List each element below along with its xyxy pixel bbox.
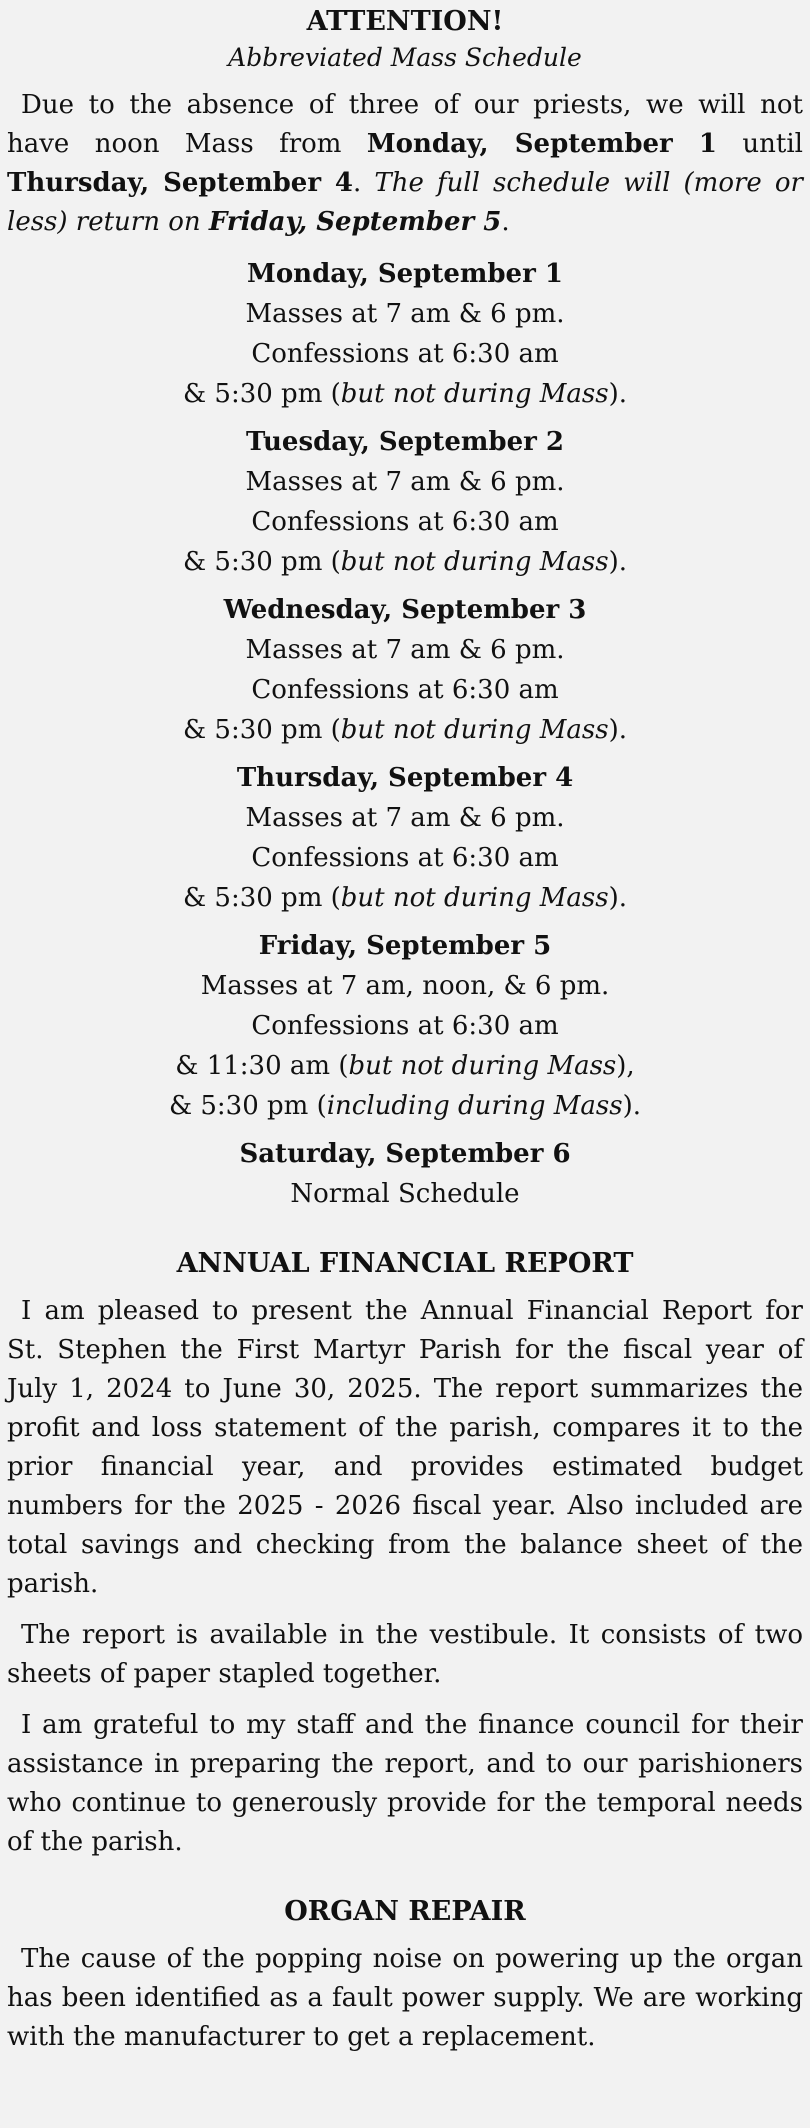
- intro-text: until: [717, 129, 803, 159]
- financial-paragraph-2: The report is available in the vestibule. It consists of two sheets of paper stapled together.: [7, 1620, 803, 1689]
- intro-text: Due to the absence of three of our priests, we will not have noon Mass from: [7, 90, 803, 159]
- confession-punct: ).: [608, 547, 627, 577]
- day-masses: Masses at 7 am, noon, & 6 pm.: [200, 971, 610, 1001]
- intro-text: .: [501, 207, 510, 237]
- confession-punct: ).: [622, 1091, 642, 1121]
- day-confessions: Confessions at 6:30 am: [251, 339, 559, 369]
- day-confessions-midday: [7, 1046, 803, 1086]
- financial-paragraph-1: I am pleased to present the Annual Financial Report for St. Stephen the First Martyr Parish for the fiscal year of July 1, 2024 to June 30, 2025. The report summarizes the profit and loss statement of the parish, compares it to the prior financial year, and provides estimated budget numbers for the 2025 - 2026 fiscal year. Also included are total savings and checking from the balance sheet of the parish.: [7, 1296, 803, 1599]
- organ-repair-section: [7, 1892, 803, 2057]
- organ-paragraph-1: The cause of the popping noise on powering up the organ has been identified as a fault power supply. We are working with the manufacturer to get a replacement.: [7, 1944, 803, 2052]
- confession-punct: ),: [616, 1051, 635, 1081]
- confession-time: & 5:30 pm (: [183, 883, 341, 913]
- day-confessions-evening: [7, 878, 803, 918]
- day-masses: Masses at 7 am & 6 pm.: [245, 635, 565, 665]
- intro-start-date: Monday, September 1: [366, 129, 718, 159]
- organ-repair-title: ORGAN REPAIR: [284, 1896, 526, 1927]
- attention-title: ATTENTION!: [306, 6, 504, 37]
- intro-return-note: The full schedule will (more or less) return on: [7, 168, 803, 237]
- confession-time: & 5:30 pm (: [183, 715, 341, 745]
- confession-note: but not during Mass: [340, 547, 609, 577]
- day-confessions-evening: [7, 542, 803, 582]
- day-masses: Masses at 7 am & 6 pm.: [245, 467, 565, 497]
- day-masses: Normal Schedule: [290, 1179, 520, 1209]
- attention-intro: [7, 86, 803, 242]
- confession-note: including during Mass: [326, 1091, 623, 1121]
- day-name: Monday, September 1: [247, 259, 563, 289]
- schedule-day-thursday: [7, 758, 803, 918]
- confession-time: & 5:30 pm (: [183, 547, 341, 577]
- schedule-day-monday: [7, 254, 803, 414]
- confession-punct: ).: [608, 883, 627, 913]
- day-masses: Masses at 7 am & 6 pm.: [245, 803, 565, 833]
- day-confessions-evening: [7, 374, 803, 414]
- schedule-day-saturday: [7, 1134, 803, 1214]
- day-name: Friday, September 5: [258, 931, 552, 961]
- financial-paragraph-3: I am grateful to my staff and the finance council for their assistance in preparing the report, and to our parishioners who continue to generously provide for the temporal needs of the parish.: [7, 1710, 803, 1857]
- day-confessions: Confessions at 6:30 am: [251, 843, 559, 873]
- financial-report-title: ANNUAL FINANCIAL REPORT: [176, 1248, 634, 1279]
- day-name: Wednesday, September 3: [223, 595, 587, 625]
- day-name: Saturday, September 6: [239, 1139, 571, 1169]
- confession-time: & 5:30 pm (: [168, 1091, 327, 1121]
- attention-subtitle: Abbreviated Mass Schedule: [228, 43, 582, 72]
- confession-punct: ).: [608, 379, 627, 409]
- day-confessions-evening: [7, 710, 803, 750]
- day-confessions-evening: [7, 1086, 803, 1126]
- confession-note: but not during Mass: [340, 883, 609, 913]
- confession-time: & 11:30 am (: [175, 1051, 349, 1081]
- confession-punct: ).: [608, 715, 627, 745]
- intro-end-date: Thursday, September 4: [7, 168, 354, 198]
- confession-time: & 5:30 pm (: [183, 379, 341, 409]
- schedule-day-friday: [7, 926, 803, 1126]
- confession-note: but not during Mass: [348, 1051, 617, 1081]
- schedule-day-wednesday: [7, 590, 803, 750]
- confession-note: but not during Mass: [340, 379, 609, 409]
- day-name: Tuesday, September 2: [246, 427, 564, 457]
- day-name: Thursday, September 4: [236, 763, 574, 793]
- financial-report-section: [7, 1244, 803, 1862]
- day-confessions: Confessions at 6:30 am: [251, 507, 559, 537]
- schedule-day-tuesday: [7, 422, 803, 582]
- confession-note: but not during Mass: [340, 715, 609, 745]
- day-confessions: Confessions at 6:30 am: [251, 1011, 559, 1041]
- intro-text: .: [353, 168, 375, 198]
- attention-section: [7, 4, 803, 1214]
- day-confessions: Confessions at 6:30 am: [251, 675, 559, 705]
- intro-return-date: Friday, September 5: [208, 207, 502, 237]
- day-masses: Masses at 7 am & 6 pm.: [245, 299, 565, 329]
